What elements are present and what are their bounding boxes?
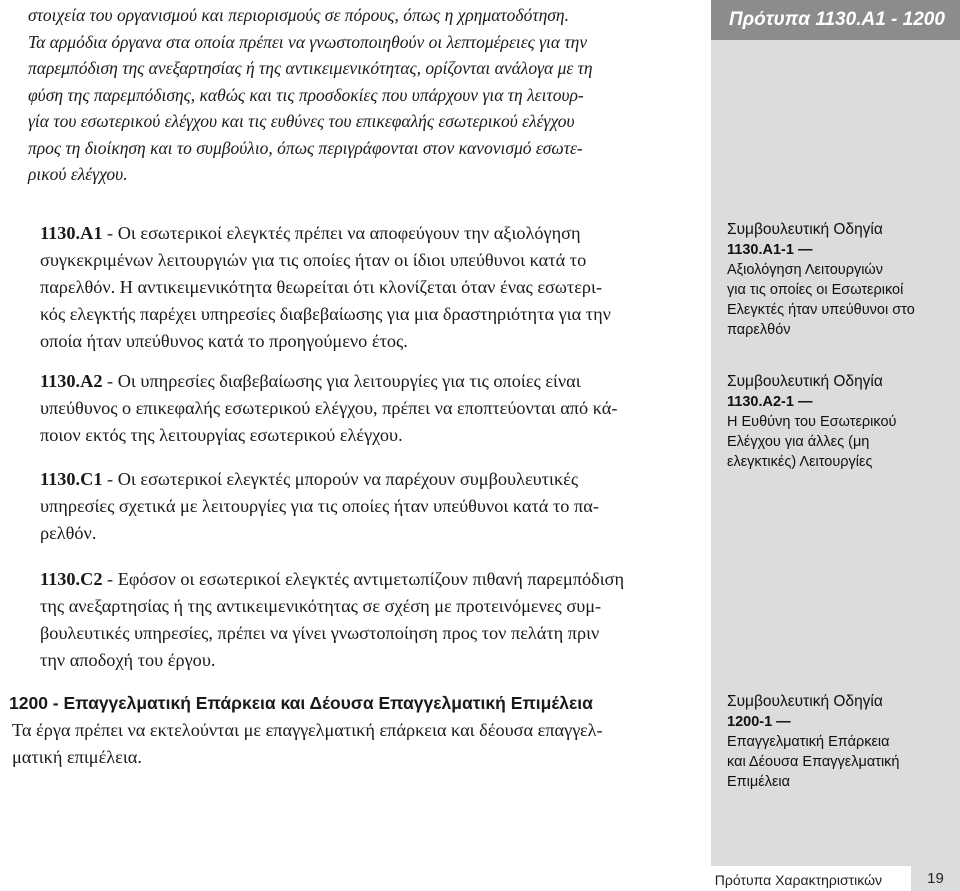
standard-1200-heading: 1200 - Επαγγελματική Επάρκεια και Δέουσα Επαγγελματική Επιμέλεια [9, 693, 593, 713]
standard-1200-text [12, 717, 708, 771]
text-line: ρελθόν. [40, 523, 97, 543]
guide-code: 1130.A1-1 — [727, 242, 813, 258]
sidebar [711, 0, 960, 866]
text-line: κός ελεγκτής παρέχει υπηρεσίες διαβεβαίωσης για μια δραστηριότητα για την [40, 304, 611, 324]
text-line: παρεμπόδιση της ανεξαρτησίας ή της αντικειμενικότητας, ορίζονται ανάλογα με τη [28, 58, 593, 78]
text-line: βουλευτικές υπηρεσίες, πρέπει να γίνει γνωστοποίηση προς τον πελάτη πριν [40, 623, 600, 643]
sidebar-header: Πρότυπα 1130.A1 - 1200 [711, 0, 960, 40]
text-line: γία του εσωτερικού ελέγχου και τις ευθύνες του επικεφαλής εσωτερικού ελέγχου [28, 111, 575, 131]
text-line: - Εφόσον οι εσωτερικοί ελεγκτές αντιμετωπίζουν πιθανή παρεμπόδιση [102, 569, 625, 589]
text-line: Τα αρμόδια όργανα στα οποία πρέπει να γνωστοποιηθούν οι λεπτομέρειες για την [28, 31, 588, 52]
text-line: - Οι υπηρεσίες διαβεβαίωσης για λειτουργίες για τις οποίες είναι [102, 371, 581, 391]
section-code: 1130.A1 [40, 223, 103, 243]
text-line: παρελθόν. Η αντικειμενικότητα θεωρείται ότι κλονίζεται όταν ένας εσωτερι- [40, 277, 603, 297]
page-footer [0, 866, 960, 891]
intro-paragraph [28, 2, 708, 188]
section-code: 1130.C2 [40, 569, 103, 589]
guide-1130-a1-1 [727, 220, 955, 340]
text-line: ποιον εκτός της λειτουργίας εσωτερικού ελέγχου. [40, 425, 403, 445]
text-line: - Οι εσωτερικοί ελεγκτές μπορούν να παρέχουν συμβουλευτικές [102, 469, 579, 489]
guide-1200-1 [727, 692, 955, 792]
section-1130-c1 [40, 466, 708, 547]
footer-label: Πρότυπα Χαρακτηριστικών [714, 872, 882, 888]
text-line: την αποδοχή του έργου. [40, 650, 216, 670]
section-code: 1130.A2 [40, 371, 103, 391]
guide-title: Συμβουλευτική Οδηγία [727, 221, 883, 238]
text-line: ματική επιμέλεια. [12, 747, 142, 767]
text-line: ρικού ελέγχου. [28, 164, 128, 184]
guide-line: Επιμέλεια [727, 774, 791, 790]
guide-1130-a2-1 [727, 372, 955, 472]
text-line: της ανεξαρτησίας ή της αντικειμενικότητας σε σχέση με προτεινόμενες συμ- [40, 596, 602, 616]
text-line: φύση της παρεμπόδισης, καθώς και τις προσδοκίες που υπάρχουν για τη λειτουρ- [28, 84, 584, 105]
guide-line: Η Ευθύνη του Εσωτερικού [727, 414, 897, 430]
guide-line: Αξιολόγηση Λειτουργιών [727, 262, 884, 278]
guide-code: 1130.A2-1 — [727, 394, 813, 410]
guide-line: και Δέουσα Επαγγελματική [727, 754, 900, 770]
page-number: 19 [911, 866, 960, 891]
text-line: υπεύθυνος ο επικεφαλής εσωτερικού ελέγχου, πρέπει να εποπτεύονται από κά- [40, 398, 618, 418]
guide-title: Συμβουλευτική Οδηγία [727, 693, 883, 710]
text-line: συγκεκριμένων λειτουργιών για τις οποίες ήταν οι ίδιοι υπεύθυνοι κατά το [40, 250, 587, 270]
guide-line: Επαγγελματική Επάρκεια [727, 734, 890, 750]
section-code: 1130.C1 [40, 469, 103, 489]
text-line: - Οι εσωτερικοί ελεγκτές πρέπει να αποφεύγουν την αξιολόγηση [102, 223, 581, 243]
section-1130-a2 [40, 368, 708, 449]
guide-line: για τις οποίες οι Εσωτερικοί [727, 282, 904, 298]
text-line: στοιχεία του οργανισμού και περιορισμούς σε πόρους, όπως η χρηματοδότηση. [28, 5, 569, 25]
section-1130-a1 [40, 220, 708, 355]
text-line: προς τη διοίκηση και το συμβούλιο, όπως περιγράφονται στον κανονισμό εσωτε- [28, 137, 583, 158]
text-line: οποία ήταν υπεύθυνος κατά το προηγούμενο έτος. [40, 331, 408, 351]
guide-line: ελεγκτικές) Λειτουργίες [727, 454, 873, 470]
guide-line: Ελέγχου για άλλες (μη [727, 434, 870, 450]
guide-line: Ελεγκτές ήταν υπεύθυνοι στο [727, 302, 915, 318]
guide-title: Συμβουλευτική Οδηγία [727, 373, 883, 390]
guide-code: 1200-1 — [727, 714, 791, 730]
section-1130-c2 [40, 566, 708, 674]
text-line: υπηρεσίες σχετικά με λειτουργίες για τις οποίες ήταν υπεύθυνοι κατά το πα- [40, 496, 599, 516]
guide-line: παρελθόν [727, 322, 791, 338]
text-line: Τα έργα πρέπει να εκτελούνται με επαγγελματική επάρκεια και δέουσα επαγγελ- [12, 720, 603, 740]
